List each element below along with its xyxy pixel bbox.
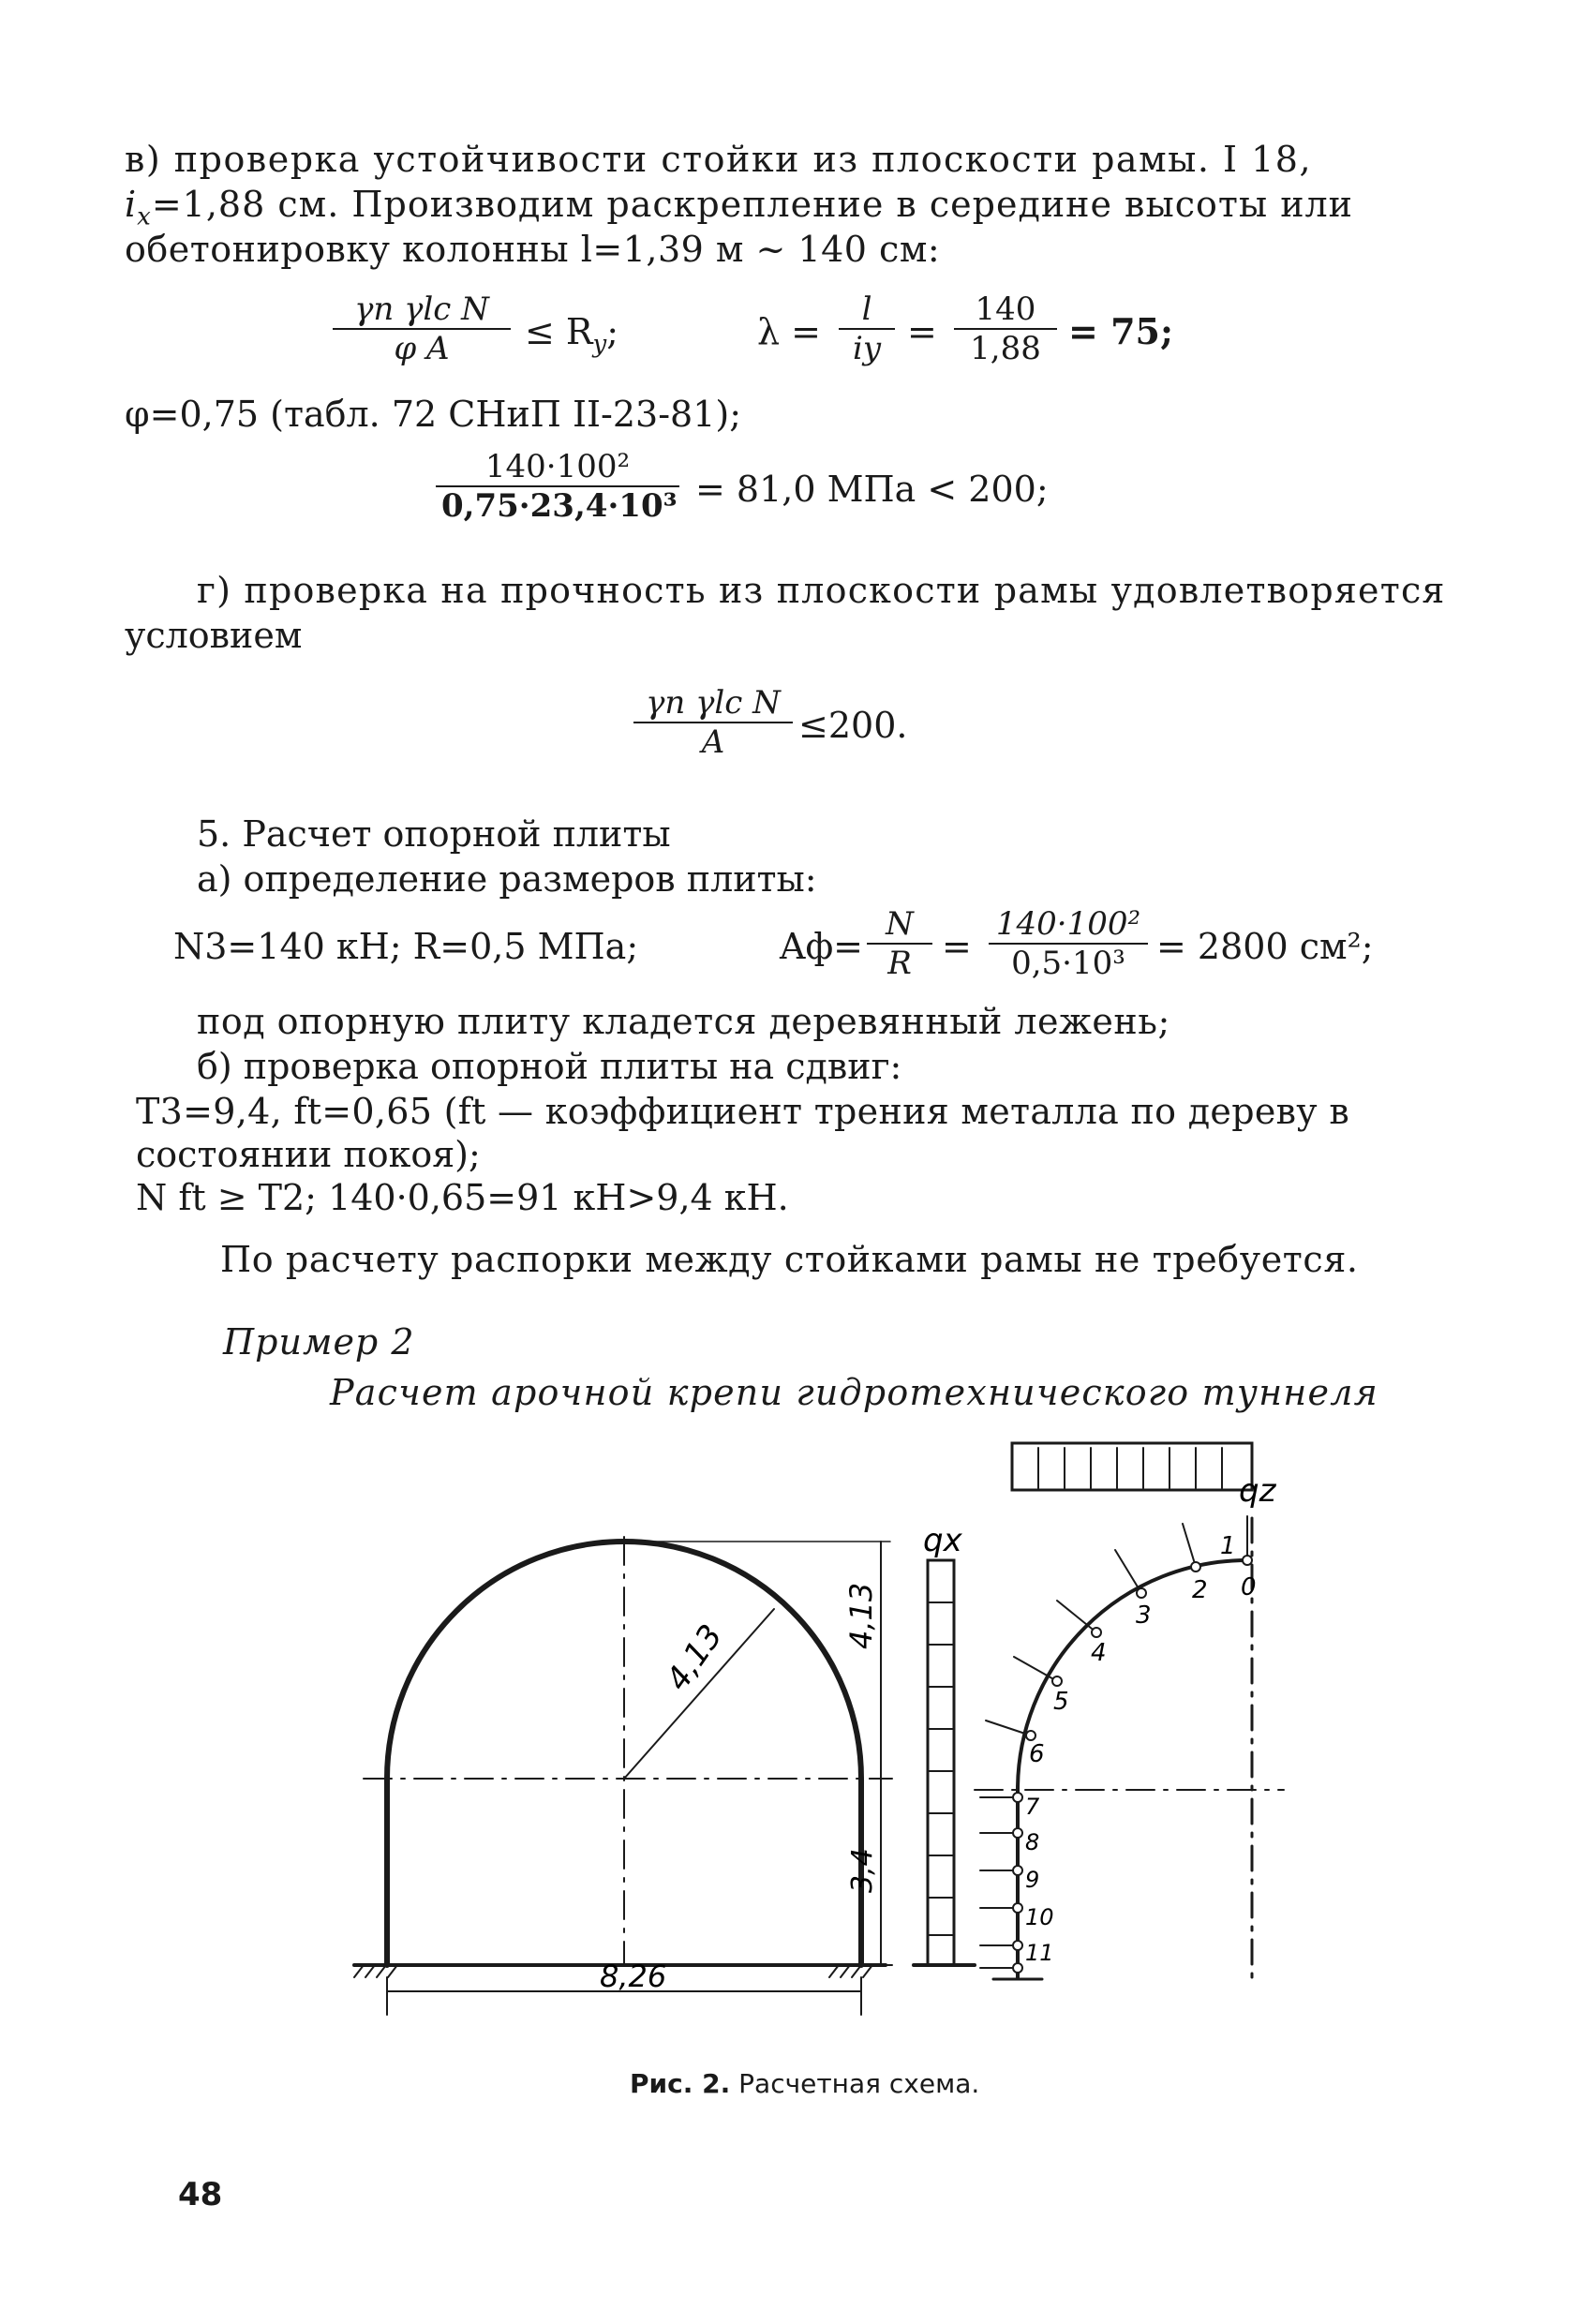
formula-stability-semicolon: ;	[606, 311, 619, 352]
para-T3: T3=9,4, ft=0,65 (ft — коэффициент трения металла по дереву в	[136, 1091, 1350, 1132]
figure-caption-text: Расчетная схема.	[738, 2068, 980, 2099]
node-label-10: 10	[1025, 1904, 1054, 1930]
formula-plate-rhs: = 2800 см²;	[1156, 926, 1374, 967]
formula-plate-num2: 140·100²	[995, 905, 1141, 943]
dim-radius-label: 4,13	[659, 1617, 731, 1698]
formula-strength-denominator: A	[633, 722, 793, 761]
page-number: 48	[178, 2176, 223, 2213]
vertical-load-arrows	[1038, 1448, 1222, 1488]
formula-stability-denominator: φ A	[333, 328, 511, 367]
formula-stress-numerator: 140·100²	[484, 448, 631, 485]
label-qz: qz	[1239, 1472, 1276, 1510]
example-title: Расчет арочной крепи гидротехнического туннеля	[330, 1372, 1378, 1413]
para-g-line2: условием	[125, 615, 303, 656]
node-label-0: 0	[1241, 1573, 1257, 1601]
node-label-9: 9	[1025, 1867, 1040, 1893]
para-v-line1: в) проверка устойчивости стойки из плоскости рамы. I 18,	[125, 139, 1313, 180]
formula-lambda-den2: 1,88	[954, 328, 1057, 367]
phi-line: φ=0,75 (табл. 72 СНиП II-23-81);	[125, 394, 742, 435]
para-rasporka: По расчету распорки между стойками рамы не требуется.	[220, 1239, 1359, 1280]
lateral-load-ticks	[928, 1602, 954, 1935]
formula-stability-rhs-sub: y	[592, 330, 607, 359]
formula-plate-A: Aф=	[780, 926, 864, 967]
formula-lambda-num2: 140	[975, 290, 1036, 328]
example-heading: Пример 2	[223, 1321, 415, 1363]
formula-plate-den1: R	[867, 943, 932, 982]
node-label-6: 6	[1029, 1740, 1045, 1768]
figure-caption	[630, 2063, 979, 2105]
formula-lambda-num1: l	[861, 290, 872, 328]
para-5b: б) проверка опорной плиты на сдвиг:	[197, 1046, 902, 1087]
ix-symbol: i	[125, 184, 138, 225]
figure-caption-number: Рис. 2.	[630, 2068, 731, 2099]
dim-span-label: 8,26	[600, 1959, 667, 1994]
node-label-7: 7	[1025, 1794, 1040, 1820]
formula-stress-denominator: 0,75·23,4·10³	[436, 485, 679, 525]
formula-plate-den2: 0,5·10³	[989, 943, 1148, 982]
para-Nft: N ft ≥ T2; 140·0,65=91 кН>9,4 кН.	[136, 1177, 789, 1218]
formula-strength-rhs: ≤200.	[798, 705, 908, 746]
node-label-3: 3	[1136, 1601, 1152, 1630]
node-label-11: 11	[1025, 1940, 1054, 1966]
para-lezhen: под опорную плиту кладется деревянный лежень;	[197, 1001, 1170, 1042]
para-v-line3: обетонировку колонны l=1,39 м ~ 140 см:	[125, 229, 941, 270]
node-label-4: 4	[1091, 1639, 1107, 1667]
para-v-line2-text: =1,88 см. Производим раскрепление в середине высоты или	[151, 184, 1353, 225]
para-g-line1: г) проверка на прочность из плоскости рамы удовлетворяется	[197, 570, 1446, 611]
formula-stability-numerator: γn γlc N	[354, 290, 489, 328]
formula-strength-numerator: γn γlc N	[646, 684, 781, 722]
dim-height-label: 4,13	[843, 1582, 879, 1649]
formula-lambda-den1: iy	[839, 328, 895, 367]
formula-stability-rhs-text: ≤ R	[525, 311, 593, 352]
formula-plate-num1: N	[886, 905, 914, 943]
section-5-heading: 5. Расчет опорной плиты	[197, 813, 671, 855]
node-label-1: 1	[1220, 1532, 1236, 1560]
para-5a: а) определение размеров плиты:	[197, 858, 817, 900]
formula-lambda-eq: =	[907, 311, 937, 352]
formula-plate-eq: =	[942, 926, 972, 967]
formula-lambda-rhs: = 75;	[1068, 310, 1173, 352]
formula-plate-lhs: N3=140 кН; R=0,5 МПа;	[173, 926, 639, 967]
formula-lambda-lhs: λ =	[757, 311, 822, 352]
formula-stress-rhs: = 81,0 МПа < 200;	[695, 469, 1049, 510]
vertical-load-diagram	[1012, 1443, 1252, 1490]
lateral-load-diagram	[928, 1560, 954, 1965]
ix-subscript: x	[137, 202, 152, 231]
node-label-5: 5	[1053, 1688, 1069, 1716]
para-sostoyanie: состоянии покоя);	[136, 1134, 481, 1175]
node-label-8: 8	[1025, 1829, 1040, 1855]
node-label-2: 2	[1192, 1576, 1208, 1604]
label-qx: qx	[923, 1522, 962, 1559]
dim-wall-label: 3,4	[846, 1848, 879, 1893]
